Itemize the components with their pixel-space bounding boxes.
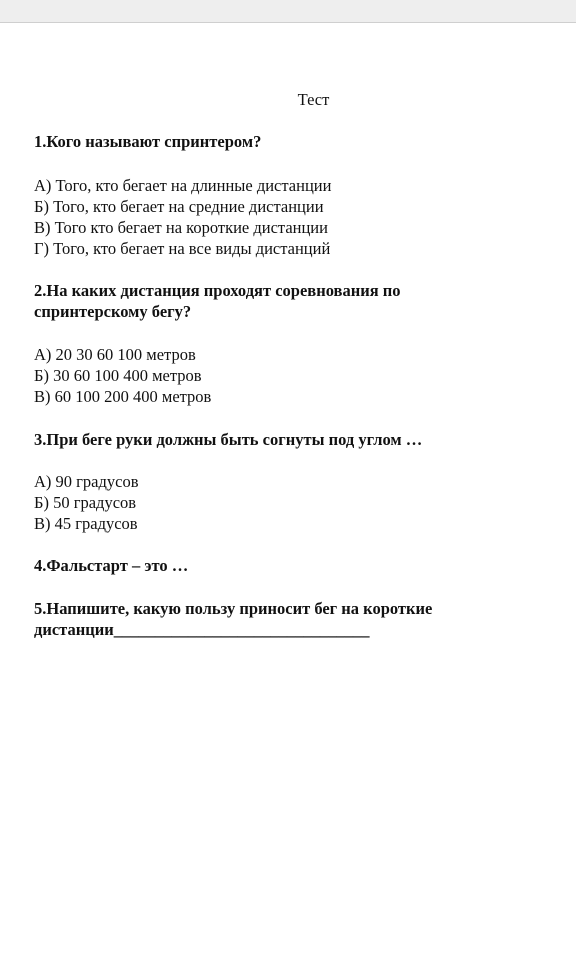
question-2 — [34, 280, 534, 322]
question-2-line-2: спринтерскому бегу? — [34, 302, 192, 321]
answer-option: А) 20 30 60 100 метров — [34, 345, 196, 364]
answer-option: Б) 50 градусов — [34, 493, 137, 512]
answer-option: А) Того, кто бегает на длинные дистанции — [34, 176, 332, 195]
answers-1 — [34, 175, 331, 259]
question-1: 1.Кого называют спринтером? — [34, 132, 262, 151]
document-page — [0, 23, 576, 960]
answers-2 — [34, 344, 211, 407]
question-4: 4.Фальстарт – это … — [34, 556, 189, 575]
answer-option: В) 45 градусов — [34, 514, 138, 533]
answer-option: А) 90 градусов — [34, 472, 139, 491]
answer-option: Г) Того, кто бегает на все виды дистанций — [34, 239, 331, 258]
answer-option: В) Того кто бегает на короткие дистанции — [34, 218, 328, 237]
answer-option: Б) 30 60 100 400 метров — [34, 366, 202, 385]
question-3: 3.При беге руки должны быть согнуты под углом … — [34, 430, 423, 449]
question-5-line-1: 5.Напишите, какую пользу приносит бег на короткие — [34, 599, 433, 618]
viewer-toolbar — [0, 0, 576, 23]
answer-option: В) 60 100 200 400 метров — [34, 387, 212, 406]
document-title: Тест — [297, 90, 330, 109]
answers-3 — [34, 471, 139, 534]
question-5 — [34, 598, 534, 640]
question-5-line-2: дистанции_______________________________ — [34, 620, 370, 639]
question-2-line-1: 2.На каких дистанция проходят соревнования по — [34, 281, 401, 300]
answer-option: Б) Того, кто бегает на средние дистанции — [34, 197, 324, 216]
